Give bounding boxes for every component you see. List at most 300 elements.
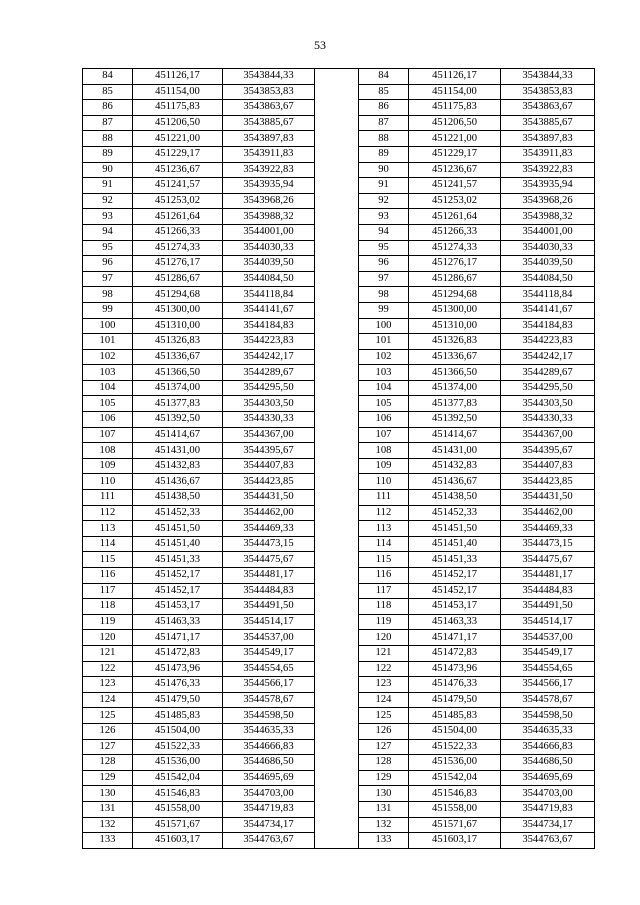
left-x-coordinate-cell: 451542,04 (133, 770, 223, 786)
right-point-number-cell: 107 (359, 427, 409, 443)
right-point-number-cell: 115 (359, 552, 409, 568)
left-y-coordinate-cell: 3544514,17 (223, 614, 315, 630)
column-spacer (315, 817, 359, 833)
left-x-coordinate-cell: 451522,33 (133, 739, 223, 755)
left-y-coordinate-cell: 3543863,67 (223, 100, 315, 116)
column-spacer (315, 677, 359, 693)
left-point-number-cell: 103 (83, 365, 133, 381)
right-x-coordinate-cell: 451451,50 (409, 521, 501, 537)
left-y-coordinate-cell: 3544431,50 (223, 490, 315, 506)
right-x-coordinate-cell: 451452,17 (409, 568, 501, 584)
table-row (83, 443, 595, 459)
right-x-coordinate-cell: 451542,04 (409, 770, 501, 786)
left-y-coordinate-cell: 3544491,50 (223, 599, 315, 615)
left-x-coordinate-cell: 451175,83 (133, 100, 223, 116)
left-x-coordinate-cell: 451336,67 (133, 349, 223, 365)
left-y-coordinate-cell: 3543968,26 (223, 193, 315, 209)
table-row (83, 100, 595, 116)
left-y-coordinate-cell: 3544367,00 (223, 427, 315, 443)
column-spacer (315, 380, 359, 396)
right-y-coordinate-cell: 3543968,26 (501, 193, 595, 209)
left-y-coordinate-cell: 3544473,15 (223, 536, 315, 552)
left-y-coordinate-cell: 3544635,33 (223, 723, 315, 739)
left-x-coordinate-cell: 451536,00 (133, 755, 223, 771)
column-spacer (315, 443, 359, 459)
left-y-coordinate-cell: 3544118,84 (223, 287, 315, 303)
left-point-number-cell: 131 (83, 801, 133, 817)
left-x-coordinate-cell: 451472,83 (133, 645, 223, 661)
left-y-coordinate-cell: 3544030,33 (223, 240, 315, 256)
right-x-coordinate-cell: 451336,67 (409, 349, 501, 365)
left-point-number-cell: 110 (83, 474, 133, 490)
table-row (83, 708, 595, 724)
right-point-number-cell: 91 (359, 178, 409, 194)
column-spacer (315, 240, 359, 256)
column-spacer (315, 552, 359, 568)
column-spacer (315, 209, 359, 225)
left-point-number-cell: 123 (83, 677, 133, 693)
left-point-number-cell: 107 (83, 427, 133, 443)
right-point-number-cell: 109 (359, 458, 409, 474)
left-y-coordinate-cell: 3544330,33 (223, 412, 315, 428)
right-point-number-cell: 97 (359, 271, 409, 287)
table-row (83, 583, 595, 599)
column-spacer (315, 692, 359, 708)
page-number: 53 (314, 38, 326, 52)
right-x-coordinate-cell: 451438,50 (409, 490, 501, 506)
right-y-coordinate-cell: 3544719,83 (501, 801, 595, 817)
table-row (83, 458, 595, 474)
right-point-number-cell: 100 (359, 318, 409, 334)
left-x-coordinate-cell: 451392,50 (133, 412, 223, 428)
table-row (83, 349, 595, 365)
left-point-number-cell: 125 (83, 708, 133, 724)
column-spacer (315, 84, 359, 100)
right-x-coordinate-cell: 451377,83 (409, 396, 501, 412)
left-x-coordinate-cell: 451431,00 (133, 443, 223, 459)
left-point-number-cell: 96 (83, 256, 133, 272)
right-y-coordinate-cell: 3543885,67 (501, 115, 595, 131)
right-point-number-cell: 127 (359, 739, 409, 755)
table-row (83, 271, 595, 287)
right-y-coordinate-cell: 3544184,83 (501, 318, 595, 334)
right-x-coordinate-cell: 451436,67 (409, 474, 501, 490)
left-x-coordinate-cell: 451558,00 (133, 801, 223, 817)
left-y-coordinate-cell: 3543988,32 (223, 209, 315, 225)
right-point-number-cell: 122 (359, 661, 409, 677)
left-x-coordinate-cell: 451603,17 (133, 833, 223, 849)
table-row (83, 84, 595, 100)
table-row (83, 146, 595, 162)
left-x-coordinate-cell: 451126,17 (133, 69, 223, 85)
left-x-coordinate-cell: 451274,33 (133, 240, 223, 256)
right-x-coordinate-cell: 451266,33 (409, 224, 501, 240)
left-point-number-cell: 119 (83, 614, 133, 630)
right-x-coordinate-cell: 451485,83 (409, 708, 501, 724)
right-y-coordinate-cell: 3544666,83 (501, 739, 595, 755)
table-row (83, 692, 595, 708)
right-point-number-cell: 88 (359, 131, 409, 147)
left-point-number-cell: 132 (83, 817, 133, 833)
left-point-number-cell: 91 (83, 178, 133, 194)
left-x-coordinate-cell: 451236,67 (133, 162, 223, 178)
left-point-number-cell: 88 (83, 131, 133, 147)
left-point-number-cell: 87 (83, 115, 133, 131)
left-x-coordinate-cell: 451294,68 (133, 287, 223, 303)
right-x-coordinate-cell: 451452,33 (409, 505, 501, 521)
right-point-number-cell: 103 (359, 365, 409, 381)
right-point-number-cell: 124 (359, 692, 409, 708)
left-x-coordinate-cell: 451377,83 (133, 396, 223, 412)
left-point-number-cell: 120 (83, 630, 133, 646)
right-point-number-cell: 93 (359, 209, 409, 225)
table-row (83, 614, 595, 630)
column-spacer (315, 723, 359, 739)
left-point-number-cell: 109 (83, 458, 133, 474)
left-y-coordinate-cell: 3544703,00 (223, 786, 315, 802)
column-spacer (315, 661, 359, 677)
left-y-coordinate-cell: 3544084,50 (223, 271, 315, 287)
left-point-number-cell: 115 (83, 552, 133, 568)
table-row (83, 412, 595, 428)
left-y-coordinate-cell: 3544578,67 (223, 692, 315, 708)
right-x-coordinate-cell: 451261,64 (409, 209, 501, 225)
column-spacer (315, 115, 359, 131)
right-x-coordinate-cell: 451472,83 (409, 645, 501, 661)
right-y-coordinate-cell: 3544084,50 (501, 271, 595, 287)
left-point-number-cell: 99 (83, 302, 133, 318)
left-y-coordinate-cell: 3544462,00 (223, 505, 315, 521)
right-point-number-cell: 108 (359, 443, 409, 459)
right-y-coordinate-cell: 3543911,83 (501, 146, 595, 162)
column-spacer (315, 100, 359, 116)
right-x-coordinate-cell: 451274,33 (409, 240, 501, 256)
right-x-coordinate-cell: 451414,67 (409, 427, 501, 443)
right-x-coordinate-cell: 451286,67 (409, 271, 501, 287)
left-y-coordinate-cell: 3544289,67 (223, 365, 315, 381)
right-y-coordinate-cell: 3543988,32 (501, 209, 595, 225)
left-y-coordinate-cell: 3544549,17 (223, 645, 315, 661)
column-spacer (315, 162, 359, 178)
right-x-coordinate-cell: 451392,50 (409, 412, 501, 428)
left-y-coordinate-cell: 3543897,83 (223, 131, 315, 147)
left-y-coordinate-cell: 3543853,83 (223, 84, 315, 100)
left-y-coordinate-cell: 3544554,65 (223, 661, 315, 677)
table-row (83, 131, 595, 147)
right-x-coordinate-cell: 451154,00 (409, 84, 501, 100)
table-row (83, 427, 595, 443)
table-row (83, 302, 595, 318)
right-point-number-cell: 84 (359, 69, 409, 85)
right-point-number-cell: 129 (359, 770, 409, 786)
column-spacer (315, 521, 359, 537)
right-x-coordinate-cell: 451326,83 (409, 334, 501, 350)
right-point-number-cell: 112 (359, 505, 409, 521)
right-y-coordinate-cell: 3544223,83 (501, 334, 595, 350)
left-y-coordinate-cell: 3544475,67 (223, 552, 315, 568)
table-row (83, 318, 595, 334)
right-y-coordinate-cell: 3544303,50 (501, 396, 595, 412)
column-spacer (315, 599, 359, 615)
left-y-coordinate-cell: 3544295,50 (223, 380, 315, 396)
right-x-coordinate-cell: 451276,17 (409, 256, 501, 272)
table-row (83, 801, 595, 817)
right-y-coordinate-cell: 3544242,17 (501, 349, 595, 365)
left-point-number-cell: 121 (83, 645, 133, 661)
column-spacer (315, 178, 359, 194)
column-spacer (315, 365, 359, 381)
right-y-coordinate-cell: 3544039,50 (501, 256, 595, 272)
right-y-coordinate-cell: 3544481,17 (501, 568, 595, 584)
right-point-number-cell: 105 (359, 396, 409, 412)
left-x-coordinate-cell: 451451,33 (133, 552, 223, 568)
right-y-coordinate-cell: 3544330,33 (501, 412, 595, 428)
left-y-coordinate-cell: 3544481,17 (223, 568, 315, 584)
right-x-coordinate-cell: 451451,40 (409, 536, 501, 552)
left-point-number-cell: 128 (83, 755, 133, 771)
left-y-coordinate-cell: 3544734,17 (223, 817, 315, 833)
right-y-coordinate-cell: 3544001,00 (501, 224, 595, 240)
left-point-number-cell: 92 (83, 193, 133, 209)
left-x-coordinate-cell: 451266,33 (133, 224, 223, 240)
table-row (83, 69, 595, 85)
right-point-number-cell: 128 (359, 755, 409, 771)
column-spacer (315, 505, 359, 521)
right-point-number-cell: 99 (359, 302, 409, 318)
right-y-coordinate-cell: 3543863,67 (501, 100, 595, 116)
right-point-number-cell: 96 (359, 256, 409, 272)
right-x-coordinate-cell: 451229,17 (409, 146, 501, 162)
column-spacer (315, 645, 359, 661)
right-point-number-cell: 98 (359, 287, 409, 303)
left-y-coordinate-cell: 3544039,50 (223, 256, 315, 272)
column-spacer (315, 490, 359, 506)
table-row (83, 817, 595, 833)
column-spacer (315, 224, 359, 240)
right-y-coordinate-cell: 3544537,00 (501, 630, 595, 646)
left-point-number-cell: 93 (83, 209, 133, 225)
right-y-coordinate-cell: 3544475,67 (501, 552, 595, 568)
right-point-number-cell: 106 (359, 412, 409, 428)
table-row (83, 536, 595, 552)
left-x-coordinate-cell: 451463,33 (133, 614, 223, 630)
right-point-number-cell: 87 (359, 115, 409, 131)
left-y-coordinate-cell: 3543935,94 (223, 178, 315, 194)
column-spacer (315, 474, 359, 490)
left-point-number-cell: 84 (83, 69, 133, 85)
right-x-coordinate-cell: 451476,33 (409, 677, 501, 693)
right-point-number-cell: 111 (359, 490, 409, 506)
table-row (83, 739, 595, 755)
left-point-number-cell: 105 (83, 396, 133, 412)
right-x-coordinate-cell: 451536,00 (409, 755, 501, 771)
table-row (83, 380, 595, 396)
right-y-coordinate-cell: 3543844,33 (501, 69, 595, 85)
left-x-coordinate-cell: 451473,96 (133, 661, 223, 677)
left-point-number-cell: 97 (83, 271, 133, 287)
table-row (83, 521, 595, 537)
right-y-coordinate-cell: 3543853,83 (501, 84, 595, 100)
right-y-coordinate-cell: 3544598,50 (501, 708, 595, 724)
left-point-number-cell: 116 (83, 568, 133, 584)
table-row (83, 193, 595, 209)
right-point-number-cell: 117 (359, 583, 409, 599)
column-spacer (315, 334, 359, 350)
column-spacer (315, 349, 359, 365)
left-point-number-cell: 90 (83, 162, 133, 178)
right-point-number-cell: 90 (359, 162, 409, 178)
column-spacer (315, 271, 359, 287)
right-y-coordinate-cell: 3544423,85 (501, 474, 595, 490)
column-spacer (315, 801, 359, 817)
left-x-coordinate-cell: 451241,57 (133, 178, 223, 194)
column-spacer (315, 708, 359, 724)
left-x-coordinate-cell: 451451,40 (133, 536, 223, 552)
left-point-number-cell: 108 (83, 443, 133, 459)
table-row (83, 209, 595, 225)
table-row (83, 256, 595, 272)
right-point-number-cell: 130 (359, 786, 409, 802)
left-x-coordinate-cell: 451471,17 (133, 630, 223, 646)
left-point-number-cell: 111 (83, 490, 133, 506)
right-x-coordinate-cell: 451571,67 (409, 817, 501, 833)
column-spacer (315, 833, 359, 849)
left-y-coordinate-cell: 3544686,50 (223, 755, 315, 771)
right-x-coordinate-cell: 451452,17 (409, 583, 501, 599)
table-row (83, 334, 595, 350)
right-y-coordinate-cell: 3544549,17 (501, 645, 595, 661)
left-x-coordinate-cell: 451229,17 (133, 146, 223, 162)
left-y-coordinate-cell: 3544184,83 (223, 318, 315, 334)
right-point-number-cell: 133 (359, 833, 409, 849)
table-row (83, 755, 595, 771)
left-y-coordinate-cell: 3544423,85 (223, 474, 315, 490)
right-x-coordinate-cell: 451300,00 (409, 302, 501, 318)
left-x-coordinate-cell: 451546,83 (133, 786, 223, 802)
right-y-coordinate-cell: 3544473,15 (501, 536, 595, 552)
column-spacer (315, 287, 359, 303)
right-y-coordinate-cell: 3543897,83 (501, 131, 595, 147)
right-y-coordinate-cell: 3544469,33 (501, 521, 595, 537)
right-y-coordinate-cell: 3544141,67 (501, 302, 595, 318)
coordinates-table (82, 68, 595, 849)
left-x-coordinate-cell: 451253,02 (133, 193, 223, 209)
left-y-coordinate-cell: 3544598,50 (223, 708, 315, 724)
left-y-coordinate-cell: 3544407,83 (223, 458, 315, 474)
right-y-coordinate-cell: 3544407,83 (501, 458, 595, 474)
right-y-coordinate-cell: 3544295,50 (501, 380, 595, 396)
right-point-number-cell: 131 (359, 801, 409, 817)
column-spacer (315, 396, 359, 412)
right-point-number-cell: 120 (359, 630, 409, 646)
table-row (83, 287, 595, 303)
left-x-coordinate-cell: 451326,83 (133, 334, 223, 350)
table-row (83, 661, 595, 677)
table-row (83, 833, 595, 849)
right-point-number-cell: 95 (359, 240, 409, 256)
right-x-coordinate-cell: 451126,17 (409, 69, 501, 85)
right-x-coordinate-cell: 451546,83 (409, 786, 501, 802)
right-x-coordinate-cell: 451504,00 (409, 723, 501, 739)
right-x-coordinate-cell: 451236,67 (409, 162, 501, 178)
right-y-coordinate-cell: 3544566,17 (501, 677, 595, 693)
left-y-coordinate-cell: 3544695,69 (223, 770, 315, 786)
right-y-coordinate-cell: 3544462,00 (501, 505, 595, 521)
column-spacer (315, 786, 359, 802)
right-y-coordinate-cell: 3544118,84 (501, 287, 595, 303)
left-x-coordinate-cell: 451476,33 (133, 677, 223, 693)
right-y-coordinate-cell: 3544578,67 (501, 692, 595, 708)
right-x-coordinate-cell: 451471,17 (409, 630, 501, 646)
column-spacer (315, 412, 359, 428)
right-point-number-cell: 118 (359, 599, 409, 615)
right-point-number-cell: 94 (359, 224, 409, 240)
right-point-number-cell: 123 (359, 677, 409, 693)
left-x-coordinate-cell: 451261,64 (133, 209, 223, 225)
column-spacer (315, 302, 359, 318)
left-x-coordinate-cell: 451436,67 (133, 474, 223, 490)
right-x-coordinate-cell: 451431,00 (409, 443, 501, 459)
left-point-number-cell: 95 (83, 240, 133, 256)
left-y-coordinate-cell: 3543911,83 (223, 146, 315, 162)
left-x-coordinate-cell: 451221,00 (133, 131, 223, 147)
table-row (83, 505, 595, 521)
right-point-number-cell: 113 (359, 521, 409, 537)
right-y-coordinate-cell: 3544395,67 (501, 443, 595, 459)
left-x-coordinate-cell: 451571,67 (133, 817, 223, 833)
right-y-coordinate-cell: 3544635,33 (501, 723, 595, 739)
left-point-number-cell: 133 (83, 833, 133, 849)
column-spacer (315, 583, 359, 599)
right-point-number-cell: 116 (359, 568, 409, 584)
left-x-coordinate-cell: 451452,33 (133, 505, 223, 521)
left-point-number-cell: 86 (83, 100, 133, 116)
left-point-number-cell: 114 (83, 536, 133, 552)
right-x-coordinate-cell: 451558,00 (409, 801, 501, 817)
left-y-coordinate-cell: 3544719,83 (223, 801, 315, 817)
right-x-coordinate-cell: 451206,50 (409, 115, 501, 131)
right-y-coordinate-cell: 3544686,50 (501, 755, 595, 771)
left-y-coordinate-cell: 3544223,83 (223, 334, 315, 350)
column-spacer (315, 739, 359, 755)
column-spacer (315, 146, 359, 162)
left-x-coordinate-cell: 451504,00 (133, 723, 223, 739)
table-row (83, 240, 595, 256)
right-x-coordinate-cell: 451451,33 (409, 552, 501, 568)
left-point-number-cell: 126 (83, 723, 133, 739)
left-x-coordinate-cell: 451300,00 (133, 302, 223, 318)
table-row (83, 786, 595, 802)
left-point-number-cell: 104 (83, 380, 133, 396)
left-point-number-cell: 102 (83, 349, 133, 365)
left-x-coordinate-cell: 451453,17 (133, 599, 223, 615)
right-point-number-cell: 119 (359, 614, 409, 630)
right-point-number-cell: 132 (359, 817, 409, 833)
right-point-number-cell: 110 (359, 474, 409, 490)
left-point-number-cell: 118 (83, 599, 133, 615)
left-point-number-cell: 101 (83, 334, 133, 350)
right-x-coordinate-cell: 451310,00 (409, 318, 501, 334)
right-point-number-cell: 125 (359, 708, 409, 724)
left-y-coordinate-cell: 3544001,00 (223, 224, 315, 240)
left-point-number-cell: 100 (83, 318, 133, 334)
table-row (83, 396, 595, 412)
right-y-coordinate-cell: 3544514,17 (501, 614, 595, 630)
left-x-coordinate-cell: 451276,17 (133, 256, 223, 272)
left-point-number-cell: 94 (83, 224, 133, 240)
left-point-number-cell: 127 (83, 739, 133, 755)
left-y-coordinate-cell: 3544242,17 (223, 349, 315, 365)
